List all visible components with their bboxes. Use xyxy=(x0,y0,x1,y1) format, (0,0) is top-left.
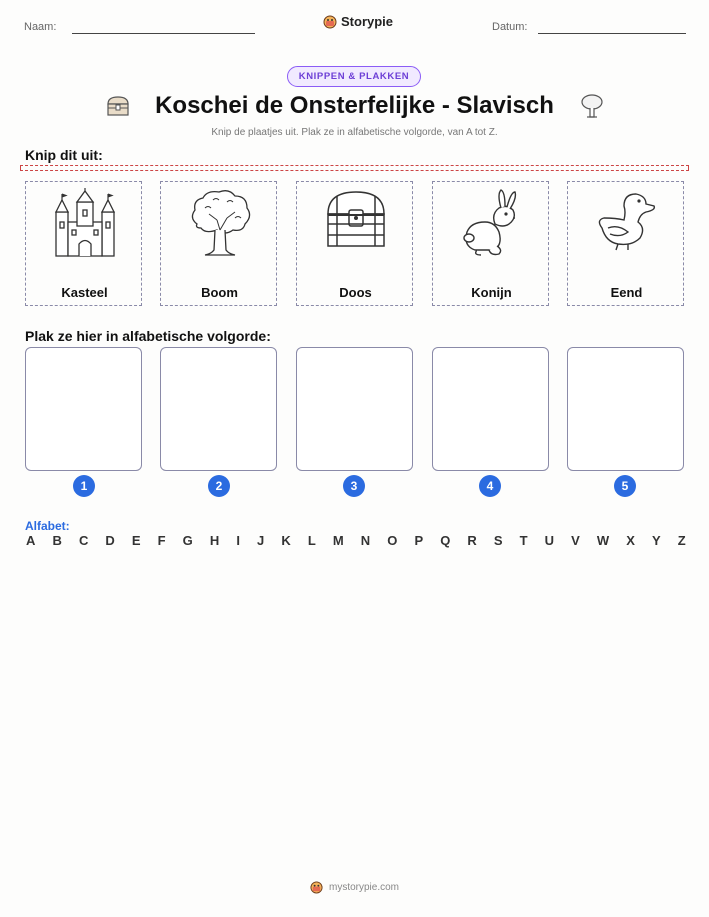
footer xyxy=(0,881,709,894)
alphabet-letter: R xyxy=(467,533,477,548)
position-number-3: 3 xyxy=(343,475,365,497)
card-label: Doos xyxy=(339,285,372,300)
alphabet-letter: H xyxy=(209,533,220,548)
name-field[interactable] xyxy=(72,33,255,34)
alphabet-letter: U xyxy=(544,533,555,548)
brand-name: Storypie xyxy=(341,14,394,29)
alphabet-letter: D xyxy=(105,533,115,548)
alphabet-letter: A xyxy=(26,533,36,548)
rabbit-icon xyxy=(459,188,525,260)
alphabet-letter: N xyxy=(360,533,371,548)
paste-box-5[interactable] xyxy=(567,347,684,471)
alphabet-label: Alfabet: xyxy=(25,519,70,533)
position-number-2: 2 xyxy=(208,475,230,497)
alphabet-letter: F xyxy=(157,533,166,548)
position-number-4: 4 xyxy=(479,475,501,497)
alphabet-letter: Z xyxy=(677,533,686,548)
tree-icon xyxy=(187,188,253,260)
tree-icon xyxy=(578,92,606,120)
alphabet-letter: M xyxy=(332,533,344,548)
alphabet-letter: G xyxy=(182,533,193,548)
date-label: Datum: xyxy=(492,21,528,33)
card-label: Eend xyxy=(610,285,643,300)
card-label: Konijn xyxy=(471,285,512,300)
duck-icon xyxy=(594,188,660,254)
alphabet-letter: P xyxy=(414,533,424,548)
paste-box-4[interactable] xyxy=(432,347,549,471)
alphabet-row xyxy=(26,533,686,548)
position-number-1: 1 xyxy=(73,475,95,497)
brand-logo xyxy=(323,14,393,29)
card-label: Boom xyxy=(201,285,238,300)
page-title: Koschei de Onsterfelijke - Slavisch xyxy=(155,92,554,119)
castle-icon xyxy=(50,188,120,260)
alphabet-letter: J xyxy=(257,533,265,548)
alphabet-letter: W xyxy=(596,533,610,548)
activity-badge: KNIPPEN & PLAKKEN xyxy=(287,66,421,87)
cut-card-eend[interactable] xyxy=(567,181,684,306)
storypie-mascot-icon xyxy=(310,881,323,894)
alphabet-letter: X xyxy=(626,533,635,548)
alphabet-letter: Y xyxy=(651,533,661,548)
date-field[interactable] xyxy=(538,33,686,34)
cut-card-boom[interactable] xyxy=(160,181,277,306)
alphabet-letter: B xyxy=(52,533,62,548)
alphabet-letter: T xyxy=(519,533,528,548)
paste-box-1[interactable] xyxy=(25,347,142,471)
card-label: Kasteel xyxy=(61,285,108,300)
instructions: Knip de plaatjes uit. Plak ze in alfabetische volgorde, van A tot Z. xyxy=(211,127,498,138)
alphabet-letter: O xyxy=(387,533,398,548)
paste-box-3[interactable] xyxy=(296,347,413,471)
alphabet-letter: I xyxy=(236,533,240,548)
alphabet-letter: C xyxy=(78,533,89,548)
alphabet-letter: V xyxy=(571,533,580,548)
cut-card-doos[interactable] xyxy=(296,181,413,306)
alphabet-letter: S xyxy=(493,533,503,548)
cut-line xyxy=(20,165,689,171)
cut-section-label: Knip dit uit: xyxy=(25,147,103,163)
storypie-mascot-icon xyxy=(323,15,337,29)
treasure-chest-icon xyxy=(323,188,389,254)
paste-box-2[interactable] xyxy=(160,347,277,471)
alphabet-letter: L xyxy=(307,533,316,548)
name-label: Naam: xyxy=(24,21,57,33)
position-number-5: 5 xyxy=(614,475,636,497)
alphabet-letter: K xyxy=(281,533,291,548)
footer-url[interactable]: mystorypie.com xyxy=(328,882,399,893)
cut-card-konijn[interactable] xyxy=(432,181,549,306)
alphabet-letter: E xyxy=(131,533,141,548)
alphabet-letter: Q xyxy=(440,533,451,548)
cut-card-kasteel[interactable] xyxy=(25,181,142,306)
paste-section-label: Plak ze hier in alfabetische volgorde: xyxy=(25,328,271,344)
